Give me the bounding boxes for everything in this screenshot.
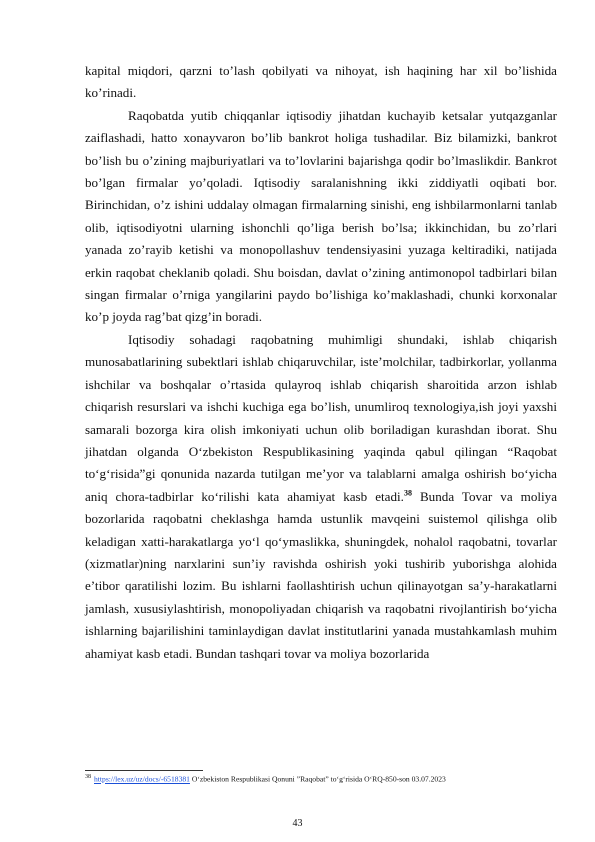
footnote-number: 38 — [85, 774, 91, 780]
paragraph-continuation: kapital miqdori, qarzni to’lash qobilyati va nihoyat, ish haqining har xil bo’lishida ko’rinadi. — [85, 63, 557, 101]
footnote-link[interactable]: https://lex.uz/uz/docs/-6518381 — [94, 774, 190, 784]
body-text — [85, 60, 557, 665]
footnote-divider — [85, 770, 203, 771]
page-number: 43 — [292, 818, 303, 829]
footnote — [85, 772, 557, 785]
paragraph-text-part-1: Iqtisodiy sohadagi raqobatning muhimligi shundaki, ishlab chiqarish munosabatlarining subektlari ishlab chiqaruvchilar, iste’molchilar, tadbirkorlar, yollanma ishchilar va boshqalar o’rtasida qulayroq ishlab chiqarish sharoitida arzon ishlab chiqarish resurslari va ishchi kuchiga ega bo’lish, unumliroq texnologiya,ish joyi yaxshi samarali bozorga kira olish imkoniyati uchun olib boriladigan kurashdan iborat. Shu jihatdan olganda O‘zbekiston Respublikasining yaqinda qabul qilingan “Raqobat to‘g‘risida”gi qonunida nazarda tutilgan me’yor va talablarni amalga oshirish bo‘yicha aniq chora-tadbirlar ko‘rilishi kata ahamiyat kasb etadi. — [85, 331, 557, 504]
footnote-text: O‘zbekiston Respublikasi Qonuni ”Raqobat” to‘g‘risida O‘RQ-850-son 03.07.2023 — [189, 774, 446, 784]
footnote-reference[interactable]: 38 — [403, 488, 412, 498]
paragraph-text-part-2: Bunda Tovar va moliya bozorlarida raqobatni cheklashga hamda ustunlik mavqeini suistemol qilishga olib keladigan xatti-harakatlarga yo‘l qo‘ymaslikka, shuningdek, nohalol raqobatni, tovarlar (xizmatlar)ning narxlarini sun’iy ravishda oshirish yoki tushirib yuborishga alohida e’tibor qaratilishi lozim. Bu ishlarni faollashtirish uchun qilinayotgan sa’y-harakatlarni jamlash, xususiylashtirish, monopoliyadan chiqarish va raqobatni rivojlantirish bo‘yicha ishlarning bajarilishini taminlaydigan davlat institutlarini yanada mustahkamlash muhim ahamiyat kasb etadi. Bundan tashqari tovar va moliya bozorlarida — [85, 488, 558, 661]
paragraph-competition-outcomes: Raqobatda yutib chiqqanlar iqtisodiy jihatdan kuchayib ketsalar yutqazganlar zaiflashadi, hatto xonayvaron bo’lib bankrot holiga tushadilar. Biz bilamizki, bankrot bo’lish bu o’zining majburiyatlari va to’lovlarini bajarishga qodir bo’lmaslikdir. Bankrot bo’lgan firmalar yo’qoladi. Iqtisodiy saralanishning ikki ziddiyatli oqibati bor. Birinchidan, o’z ishini uddalay olmagan firmalarning sinishi, eng ishbilarmonlarni tanlab olib, iqtisodiyotni ularning ishonchli qo’liga berish bo’lsa; ikkinchidan, bu zo’rlari yanada zo’rayib ketishi va monopollashuv tendensiyasini yuzaga keltiradiki, natijada erkin raqobat cheklanib qoladi. Shu boisdan, davlat o’zining antimonopol tadbirlari bilan singan firmalar o’rniga yangilarini paydo bo’lishiga ko’maklashadi, chunki korxonalar ko’p joyda rag’bat qizg’in boradi. — [85, 107, 557, 325]
paragraph-competition-importance — [85, 329, 557, 665]
